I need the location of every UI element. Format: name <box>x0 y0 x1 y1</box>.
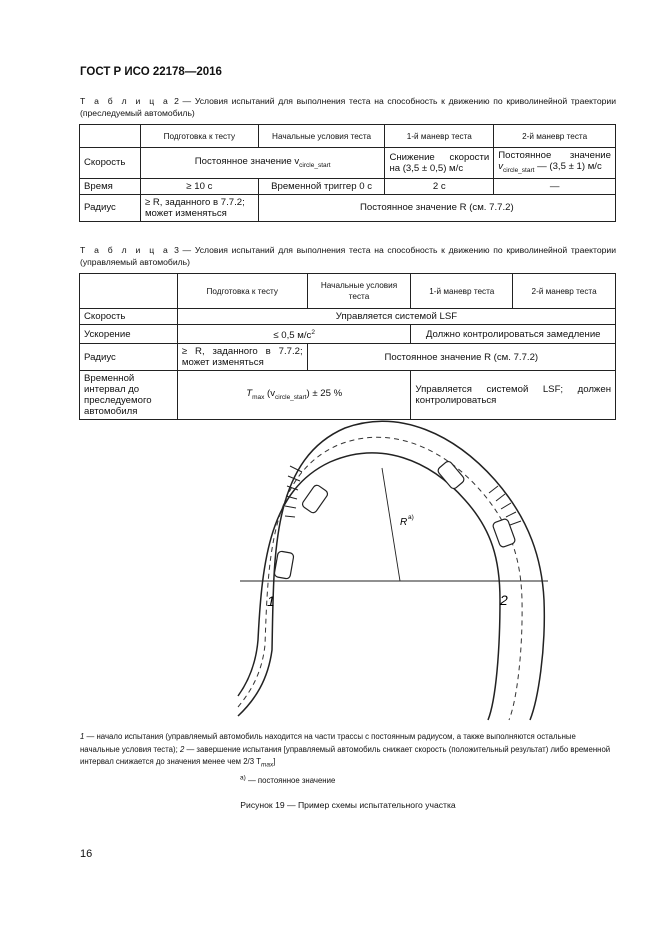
table3-col-init: Начальные условия теста <box>307 274 411 309</box>
table3-row-radius-label: Радиус <box>80 344 178 371</box>
table3-accel-val: ≤ 0,5 $м/с^2$ <box>177 325 411 344</box>
table2-row-radius-label: Радиус <box>80 194 141 221</box>
label-start: 1 <box>267 593 275 609</box>
table3-accel-m: Должно контролироваться замедление <box>411 325 616 344</box>
table2-speed-const: Постоянное значение $v_{circle\_start}$ <box>140 148 384 179</box>
table2-col-init: Начальные условия теста <box>258 125 385 148</box>
table3-radius-prep: ≥ R, заданного в 7.7.2; может изменяться <box>177 344 307 371</box>
table2-row-speed-label: Скорость <box>80 148 141 179</box>
controlled-car <box>274 551 294 579</box>
radius-footnote: a) <box>408 514 414 521</box>
table2-col-m2: 2-й маневр теста <box>494 125 616 148</box>
track-centerline <box>238 437 522 720</box>
page-number: 16 <box>80 848 93 860</box>
table3-row-speed-label: Скорость <box>80 309 178 325</box>
table3-col-prep: Подготовка к тесту <box>177 274 307 309</box>
table2-caption-text: 2 — Условия испытаний для выполнения теста на способность к движению по криволинейной траектории (преследуемый автомобиль) <box>80 96 617 118</box>
table2-time-m2: — <box>494 178 616 194</box>
table2-row-time-label: Время <box>80 178 141 194</box>
table3-col-m2: 2-й маневр теста <box>513 274 616 309</box>
table3-row-interval-label: Временной интервал до преследуемого автомобиля <box>80 371 178 420</box>
table2-time-init: Временной триггер 0 с <box>258 178 385 194</box>
table2-time-prep: ≥ 10 с <box>140 178 258 194</box>
table3-caption-word: Т а б л и ц а <box>80 245 171 255</box>
radius-label: R <box>400 517 408 528</box>
table3-interval-val: $T_{max}$ $(v_{circle\_start}) \pm 25$ % <box>177 371 411 420</box>
table3-interval-m: Управляется системой LSF; должен контролироваться <box>411 371 616 420</box>
table3-radius-const: Постоянное значение R (см. 7.7.2) <box>307 344 615 371</box>
lead-car-1 <box>301 484 329 514</box>
lead-car-3 <box>492 518 516 548</box>
figure-legend: 1 — начало испытания (управляемый автомобиль находится на части трассы с постоянным радиусом, а также выполняются остальные начальные условия теста); 2 — завершение испытания [управляемый автомобиль снижает скорость (положительный результат) либо временной интервал снижается до значения менее чем 2/3 $T_{max}$] $^{а)}$ — постоянное значение <box>80 732 611 785</box>
table3-speed-val: Управляется системой LSF <box>177 309 615 325</box>
table3-row-accel-label: Ускорение <box>80 325 178 344</box>
table3-caption-text: 3 — Условия испытаний для выполнения теста на способность к движению по криволинейной траектории (управляемый автомобиль) <box>80 245 617 267</box>
table3-col-m1: 1-й маневр теста <box>411 274 513 309</box>
table2-radius-const: Постоянное значение R (см. 7.7.2) <box>258 194 615 221</box>
track-inner-edge <box>238 453 500 720</box>
table2-time-m1: 2 с <box>385 178 494 194</box>
lead-car-2 <box>437 460 466 490</box>
table2-speed-m2: Постоянное значение $v_{circle\_start}$ — (3,5 ± 1) м/с <box>494 148 616 179</box>
document-title: ГОСТ Р ИСО 22178—2016 <box>80 66 222 78</box>
table2-col-m1: 1-й маневр теста <box>385 125 494 148</box>
radius-line <box>382 468 400 581</box>
table2-speed-m1: Снижение скорости на (3,5 ± 0,5) м/с <box>385 148 494 179</box>
label-end: 2 <box>500 592 508 608</box>
table2-col-prep: Подготовка к тесту <box>140 125 258 148</box>
table2-caption-word: Т а б л и ц а <box>80 96 171 106</box>
table2-radius-prep: ≥ R, заданного в 7.7.2; может изменяться <box>140 194 258 221</box>
figure-caption: Рисунок 19 — Пример схемы испытательного участка <box>240 800 456 810</box>
